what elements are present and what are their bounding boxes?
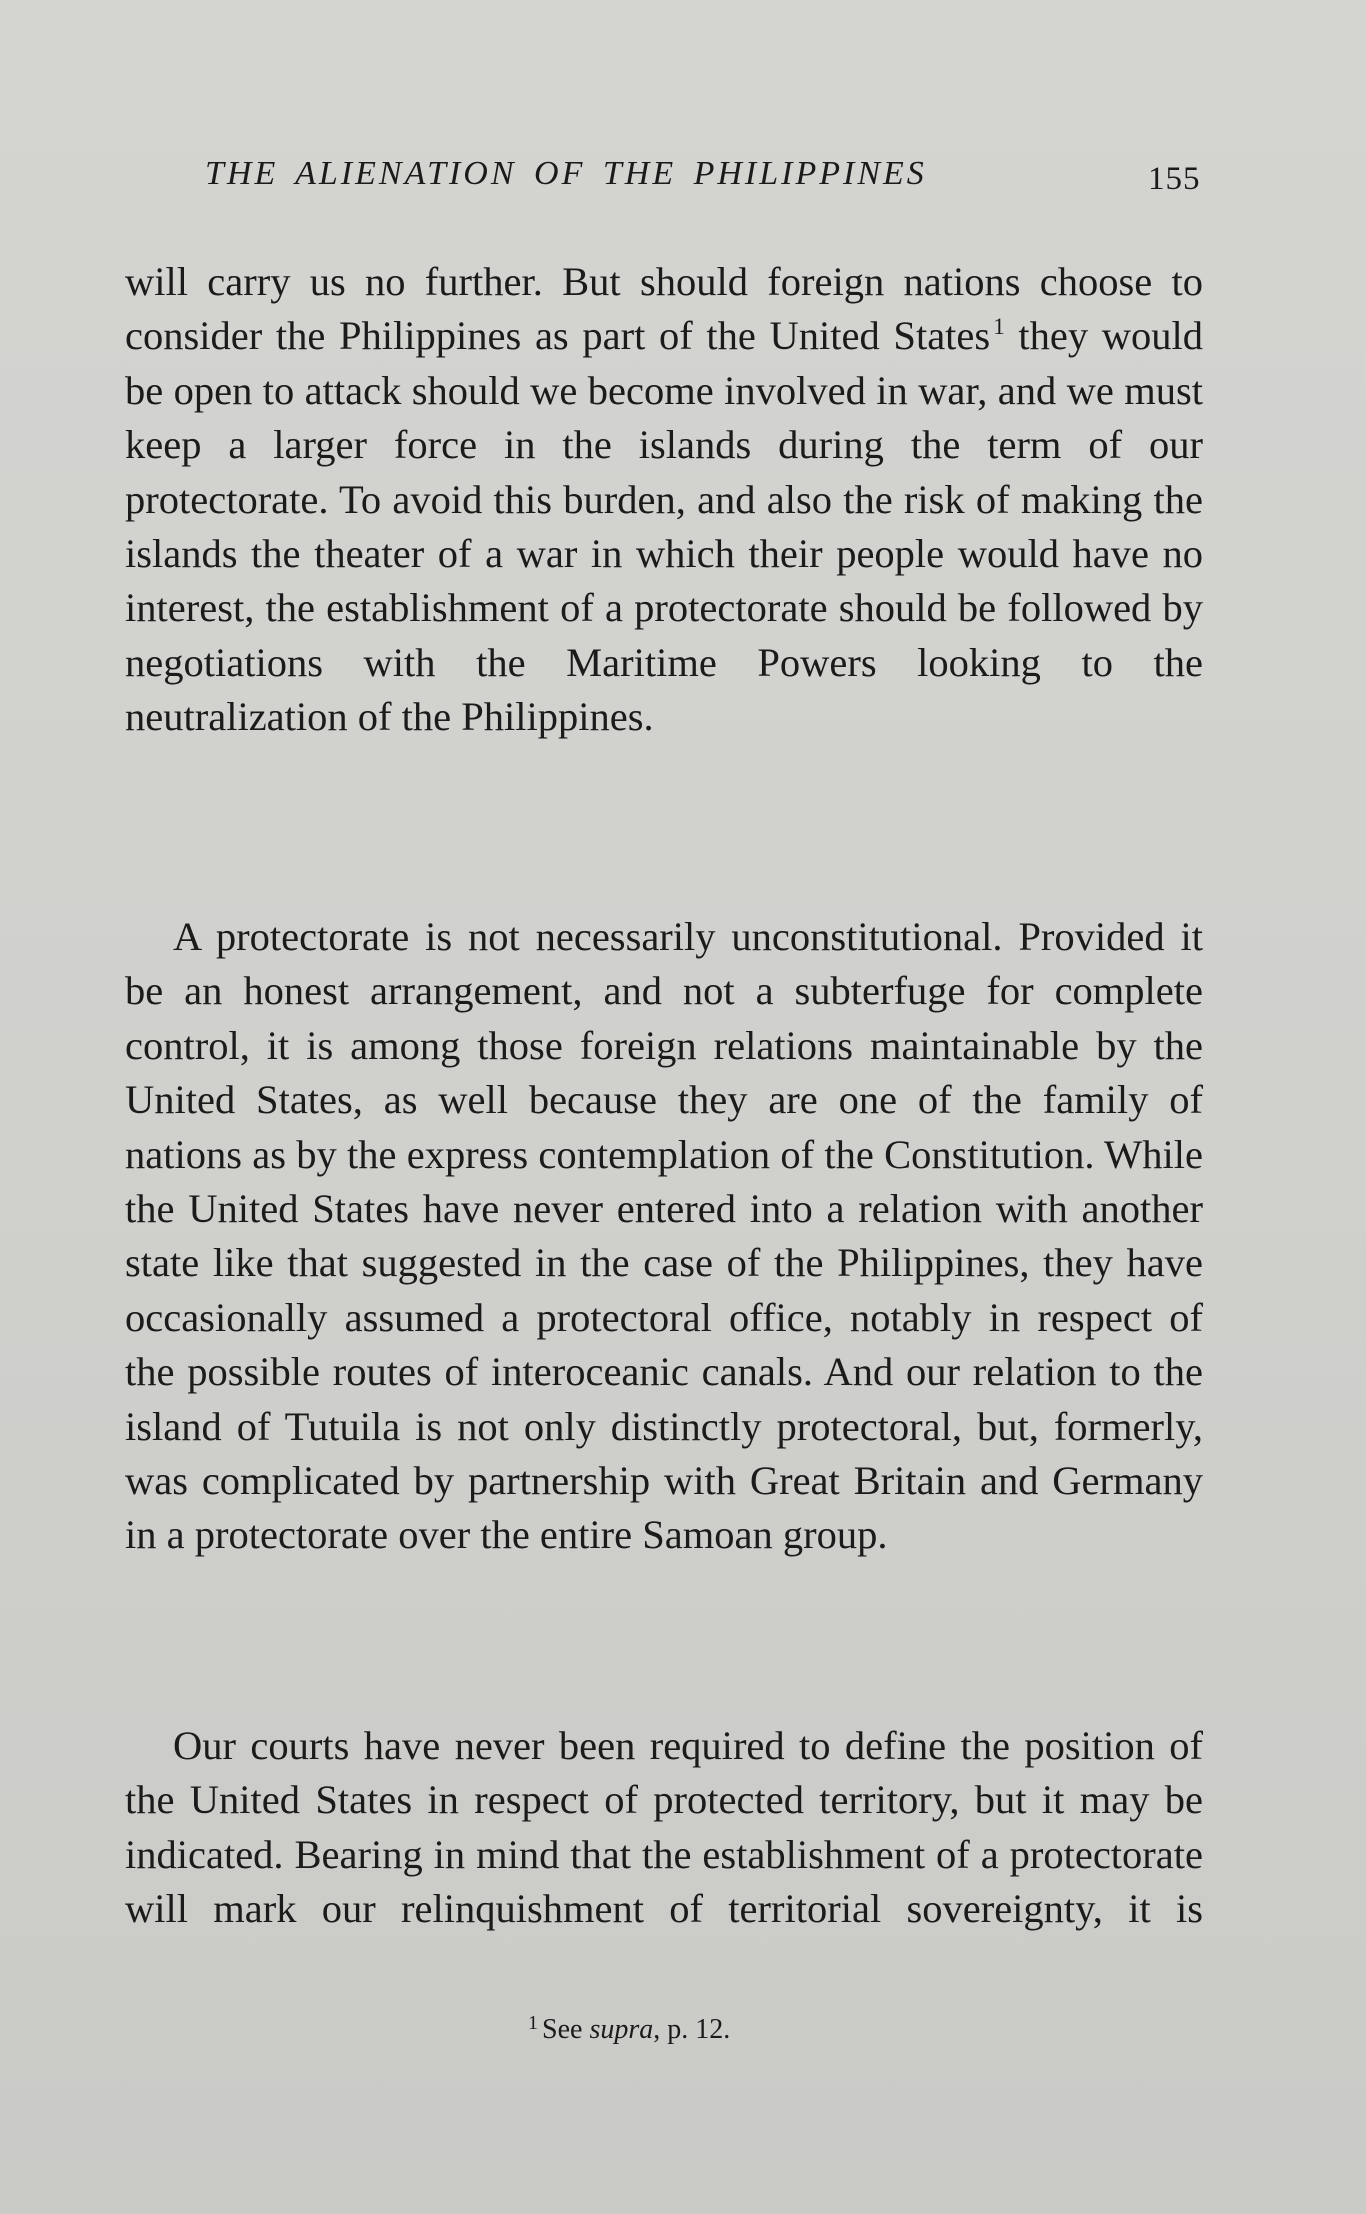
footnote-see: See: [542, 2014, 583, 2045]
running-header: [205, 155, 1205, 215]
paragraph-1-text-before-note: will carry us no further. But should foreign nations choose to consider the Philippines as part of the United States: [125, 259, 1203, 359]
paragraph-1-text-after-note: they would be open to attack should we become involved in war, and we must keep a larger force in the islands during the term of our protectorate. To avoid this burden, and also the risk of making the islands the theater of a war in which their people would have no interest, the establishment of a protectorate should be followed by negotiations with the Maritime Powers looking to the neutralization of the Philippines.: [125, 313, 1204, 740]
paragraph-2: [125, 910, 1203, 1563]
paragraph-3: [125, 1719, 1203, 1937]
running-title: THE ALIENATION OF THE PHILIPPINES: [205, 155, 927, 192]
footnote-reference-marker: 1: [993, 314, 1005, 340]
footnote-work: supra: [589, 2014, 654, 2045]
footnote-page-ref: , p. 12.: [653, 2014, 731, 2045]
paragraph-1: [125, 255, 1203, 745]
paragraph-2-text: A protectorate is not necessarily unconstitutional. Provided it be an honest arrangement, and not a subterfuge for complete control, it is among those foreign relations maintainable by the United States, as well because they are one of the family of nations as by the express contemplation of the Constitution. While the United States have never entered into a relation with another state like that suggested in the case of the Philippines, they have occasionally assumed a protectoral office, notably in respect of the possible routes of interoceanic canals. And our relation to the island of Tutuila is not only distinctly protectoral, but, formerly, was complicated by partnership with Great Britain and Germany in a protectorate over the entire Samoan group.: [125, 914, 1203, 1558]
page-number: 155: [1148, 161, 1201, 197]
footnote: [528, 2012, 730, 2046]
footnote-marker: 1: [528, 2012, 538, 2034]
paragraph-3-text: Our courts have never been required to define the position of the United States in respect of protected territory, but it may be indicated. Bearing in mind that the establishment of a protectorate will mark our relinquishment of territorial sovereignty, it is: [125, 1723, 1203, 1932]
